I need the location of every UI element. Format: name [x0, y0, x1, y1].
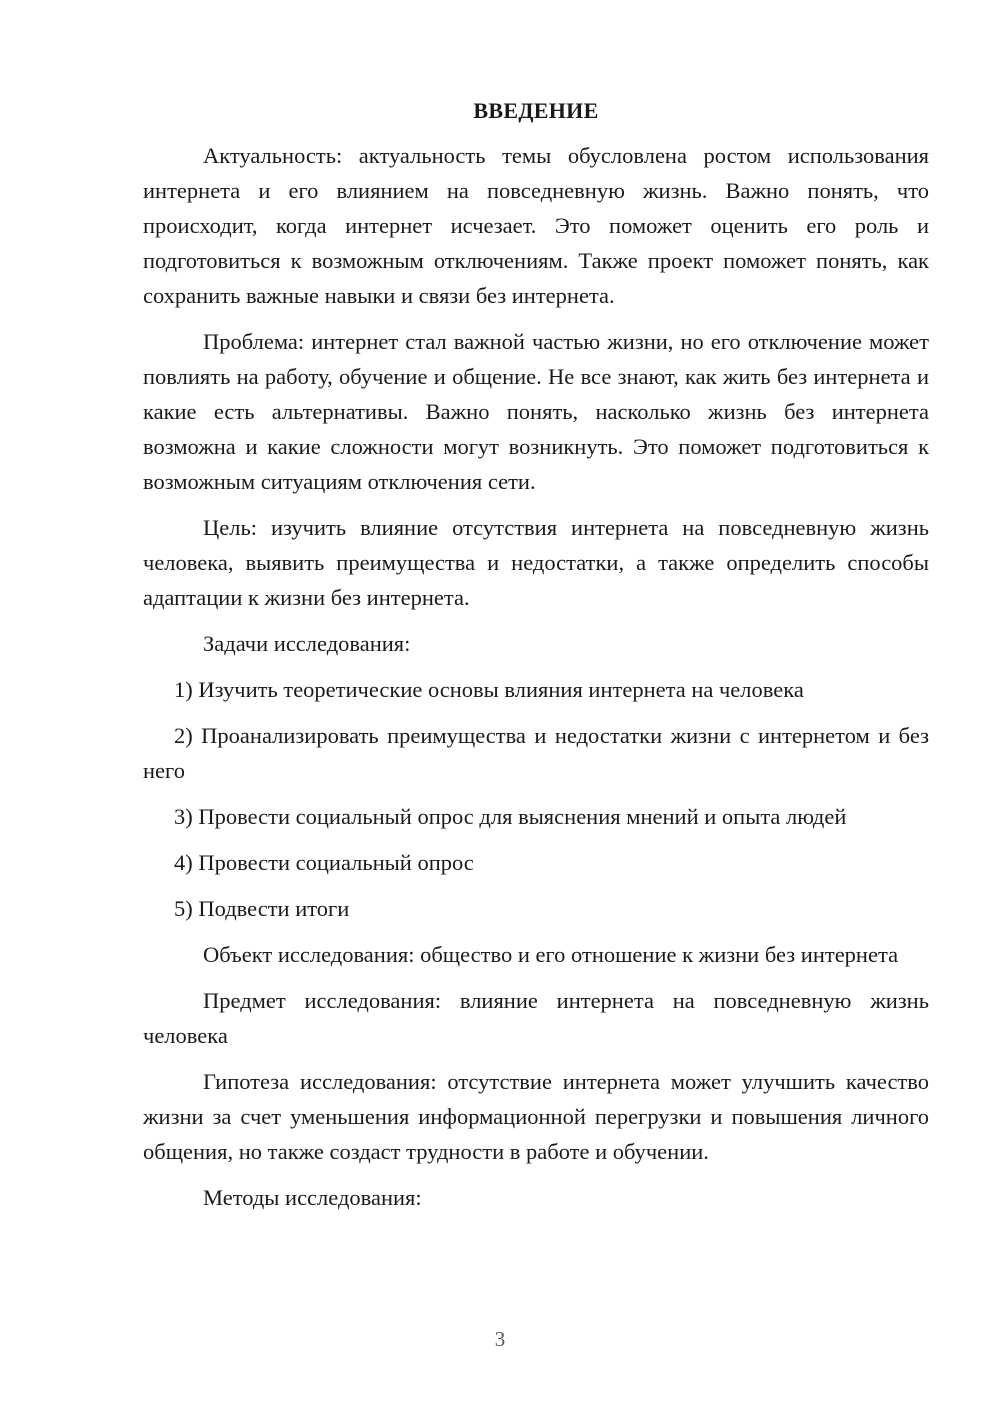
page-number: 3: [494, 1327, 506, 1351]
hypothesis-paragraph: Гипотеза исследования: отсутствие интернета может улучшить качество жизни за счет уменьшения информационной перегрузки и повышения личного общения, но также создаст трудности в работе и обучении.: [143, 1069, 929, 1164]
methods-heading: Методы исследования:: [203, 1185, 422, 1210]
relevance-paragraph: Актуальность: актуальность темы обусловлена ростом использования интернета и его влиянием на повседневную жизнь. Важно понять, что происходит, когда интернет исчезает. Это поможет оценить его роль и подготовиться к возможным отключениям. Также проект поможет понять, как сохранить важные навыки и связи без интернета.: [143, 143, 929, 308]
subject-paragraph: Предмет исследования: влияние интернета на повседневную жизнь человека: [143, 988, 929, 1048]
task-item-4: 4) Провести социальный опрос: [174, 850, 474, 875]
goal-paragraph: Цель: изучить влияние отсутствия интернета на повседневную жизнь человека, выявить преимущества и недостатки, а также определить способы адаптации к жизни без интернета.: [143, 515, 929, 610]
section-title: ВВЕДЕНИЕ: [473, 98, 599, 123]
task-item-3: 3) Провести социальный опрос для выяснения мнений и опыта людей: [174, 804, 847, 829]
task-item-2: 2) Проанализировать преимущества и недостатки жизни с интернетом и без него: [143, 723, 929, 783]
task-item-1: 1) Изучить теоретические основы влияния интернета на человека: [174, 677, 804, 702]
task-item-5: 5) Подвести итоги: [174, 896, 350, 921]
page-content: [143, 93, 929, 1226]
tasks-heading: Задачи исследования:: [203, 631, 411, 656]
problem-paragraph: Проблема: интернет стал важной частью жизни, но его отключение может повлиять на работу, обучение и общение. Не все знают, как жить без интернета и какие есть альтернативы. Важно понять, насколько жизнь без интернета возможна и какие сложности могут возникнуть. Это поможет подготовиться к возможным ситуациям отключения сети.: [143, 329, 929, 494]
object-paragraph: Объект исследования: общество и его отношение к жизни без интернета: [203, 942, 899, 967]
